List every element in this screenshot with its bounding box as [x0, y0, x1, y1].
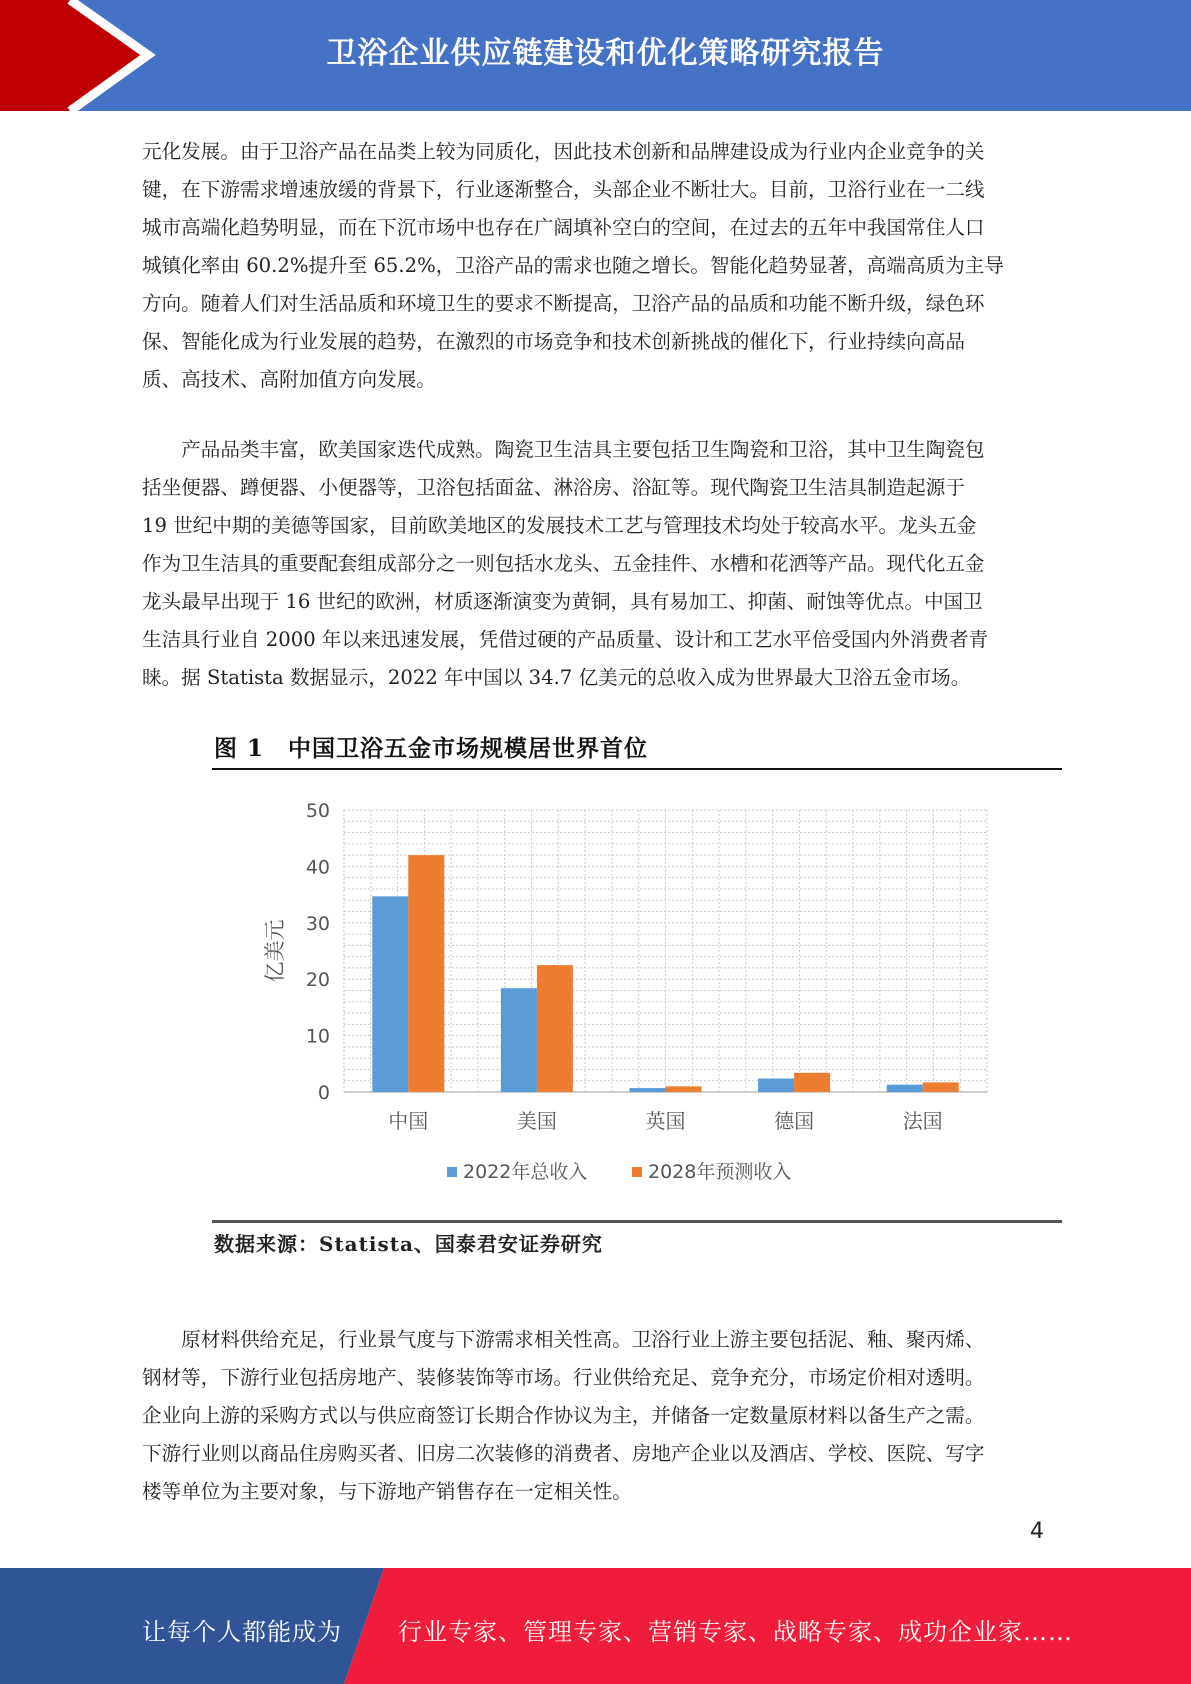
- bar-series-1: [887, 1085, 923, 1092]
- paragraph-line: 城市高端化趋势明显，而在下沉市场中也存在广阔填补空白的空间，在过去的五年中我国常住人口: [142, 216, 985, 239]
- page-number: 4: [1030, 1519, 1044, 1544]
- paragraph-line: 产品品类丰富，欧美国家迭代成熟。陶瓷卫生洁具主要包括卫生陶瓷和卫浴，其中卫生陶瓷包: [142, 438, 985, 461]
- bar-series-2: [408, 855, 444, 1092]
- paragraph-line: 保、智能化成为行业发展的趋势，在激烈的市场竞争和技术创新挑战的催化下，行业持续向高品: [142, 330, 965, 353]
- x-tick-label: 中国: [388, 1109, 429, 1133]
- figure-source: 数据来源：Statista、国泰君安证券研究: [214, 1232, 603, 1256]
- paragraph-line: 方向。随着人们对生活品质和环境卫生的要求不断提高，卫浴产品的品质和功能不断升级，绿色环: [142, 292, 985, 315]
- y-axis-label: 亿美元: [263, 919, 287, 983]
- y-tick-label: 50: [305, 800, 330, 822]
- page-header: [0, 0, 1191, 111]
- legend-swatch: [632, 1167, 642, 1177]
- x-tick-label: 德国: [774, 1109, 815, 1133]
- header-title: 卫浴企业供应链建设和优化策略研究报告: [326, 36, 885, 71]
- paragraph-line: 作为卫生洁具的重要配套组成部分之一则包括水龙头、五金挂件、水槽和花洒等产品。现代化五金: [142, 552, 985, 575]
- bar-series-2: [794, 1073, 830, 1092]
- paragraph-line: 楼等单位为主要对象，与下游地产销售存在一定相关性。: [142, 1480, 632, 1503]
- x-tick-label: 美国: [516, 1109, 557, 1133]
- paragraph-line: 键，在下游需求增速放缓的背景下，行业逐渐整合，头部企业不断壮大。目前，卫浴行业在一二线: [142, 178, 985, 201]
- y-tick-label: 40: [305, 856, 330, 879]
- y-tick-label: 0: [317, 1082, 330, 1104]
- bar-series-2: [923, 1082, 959, 1092]
- figure-bottom-rule: [212, 1220, 1062, 1223]
- y-tick-label: 10: [305, 1025, 330, 1048]
- paragraph-line: 龙头最早出现于 16 世纪的欧洲，材质逐渐演变为黄铜，具有易加工、抑菌、耐蚀等优点。中国卫: [142, 590, 983, 613]
- paragraph-line: 生洁具行业自 2000 年以来迅速发展，凭借过硬的产品质量、设计和工艺水平倍受国内外消费者青: [142, 628, 989, 651]
- x-tick-label: 法国: [902, 1109, 943, 1133]
- paragraph-line: 元化发展。由于卫浴产品在品类上较为同质化，因此技术创新和品牌建设成为行业内企业竞争的关: [142, 140, 985, 163]
- paragraph-line: 质、高技术、高附加值方向发展。: [142, 368, 436, 391]
- legend-swatch: [447, 1167, 457, 1177]
- bar-series-1: [630, 1088, 666, 1092]
- figure-top-rule: [212, 768, 1062, 770]
- paragraph-line: 下游行业则以商品住房购买者、旧房二次装修的消费者、房地产企业以及酒店、学校、医院、写字: [142, 1442, 985, 1465]
- figure-title: 图 1 中国卫浴五金市场规模居世界首位: [214, 735, 649, 762]
- bar-series-1: [372, 896, 408, 1092]
- legend-label: 2022年总收入: [463, 1161, 588, 1183]
- paragraph-line: 钢材等，下游行业包括房地产、装修装饰等市场。行业供给充足、竞争充分，市场定价相对透明。: [142, 1366, 985, 1389]
- bar-chart: [212, 772, 1062, 1217]
- paragraph-line: 城镇化率由 60.2%提升至 65.2%，卫浴产品的需求也随之增长。智能化趋势显著，高端高质为主导: [142, 254, 1004, 277]
- paragraph-line: 原材料供给充足，行业景气度与下游需求相关性高。卫浴行业上游主要包括泥、釉、聚丙烯、: [142, 1328, 985, 1351]
- y-tick-label: 30: [305, 912, 330, 935]
- x-tick-label: 英国: [645, 1109, 686, 1133]
- footer-slogan-left: 让每个人都能成为: [142, 1618, 342, 1646]
- bar-series-1: [758, 1078, 794, 1092]
- paragraph-2: [142, 431, 1052, 697]
- footer-slogan-right: 行业专家、管理专家、营销专家、战略专家、成功企业家……: [398, 1618, 1073, 1646]
- bar-series-1: [501, 988, 537, 1092]
- paragraph-line: 括坐便器、蹲便器、小便器等，卫浴包括面盆、淋浴房、浴缸等。现代陶瓷卫生洁具制造起源于: [142, 476, 965, 499]
- bar-series-2: [666, 1086, 702, 1092]
- paragraph-line: 企业向上游的采购方式以与供应商签订长期合作协议为主，并储备一定数量原材料以备生产之需。: [142, 1404, 985, 1427]
- page-footer: [0, 1568, 1191, 1684]
- paragraph-line: 19 世纪中期的美德等国家，目前欧美地区的发展技术工艺与管理技术均处于较高水平。龙头五金: [142, 514, 977, 537]
- paragraph-1: [142, 133, 1052, 399]
- bar-series-2: [537, 965, 573, 1092]
- legend-label: 2028年预测收入: [648, 1161, 792, 1183]
- paragraph-line: 睐。据 Statista 数据显示，2022 年中国以 34.7 亿美元的总收入成为世界最大卫浴五金市场。: [142, 666, 971, 689]
- paragraph-3: [142, 1321, 1052, 1511]
- y-tick-label: 20: [305, 969, 330, 992]
